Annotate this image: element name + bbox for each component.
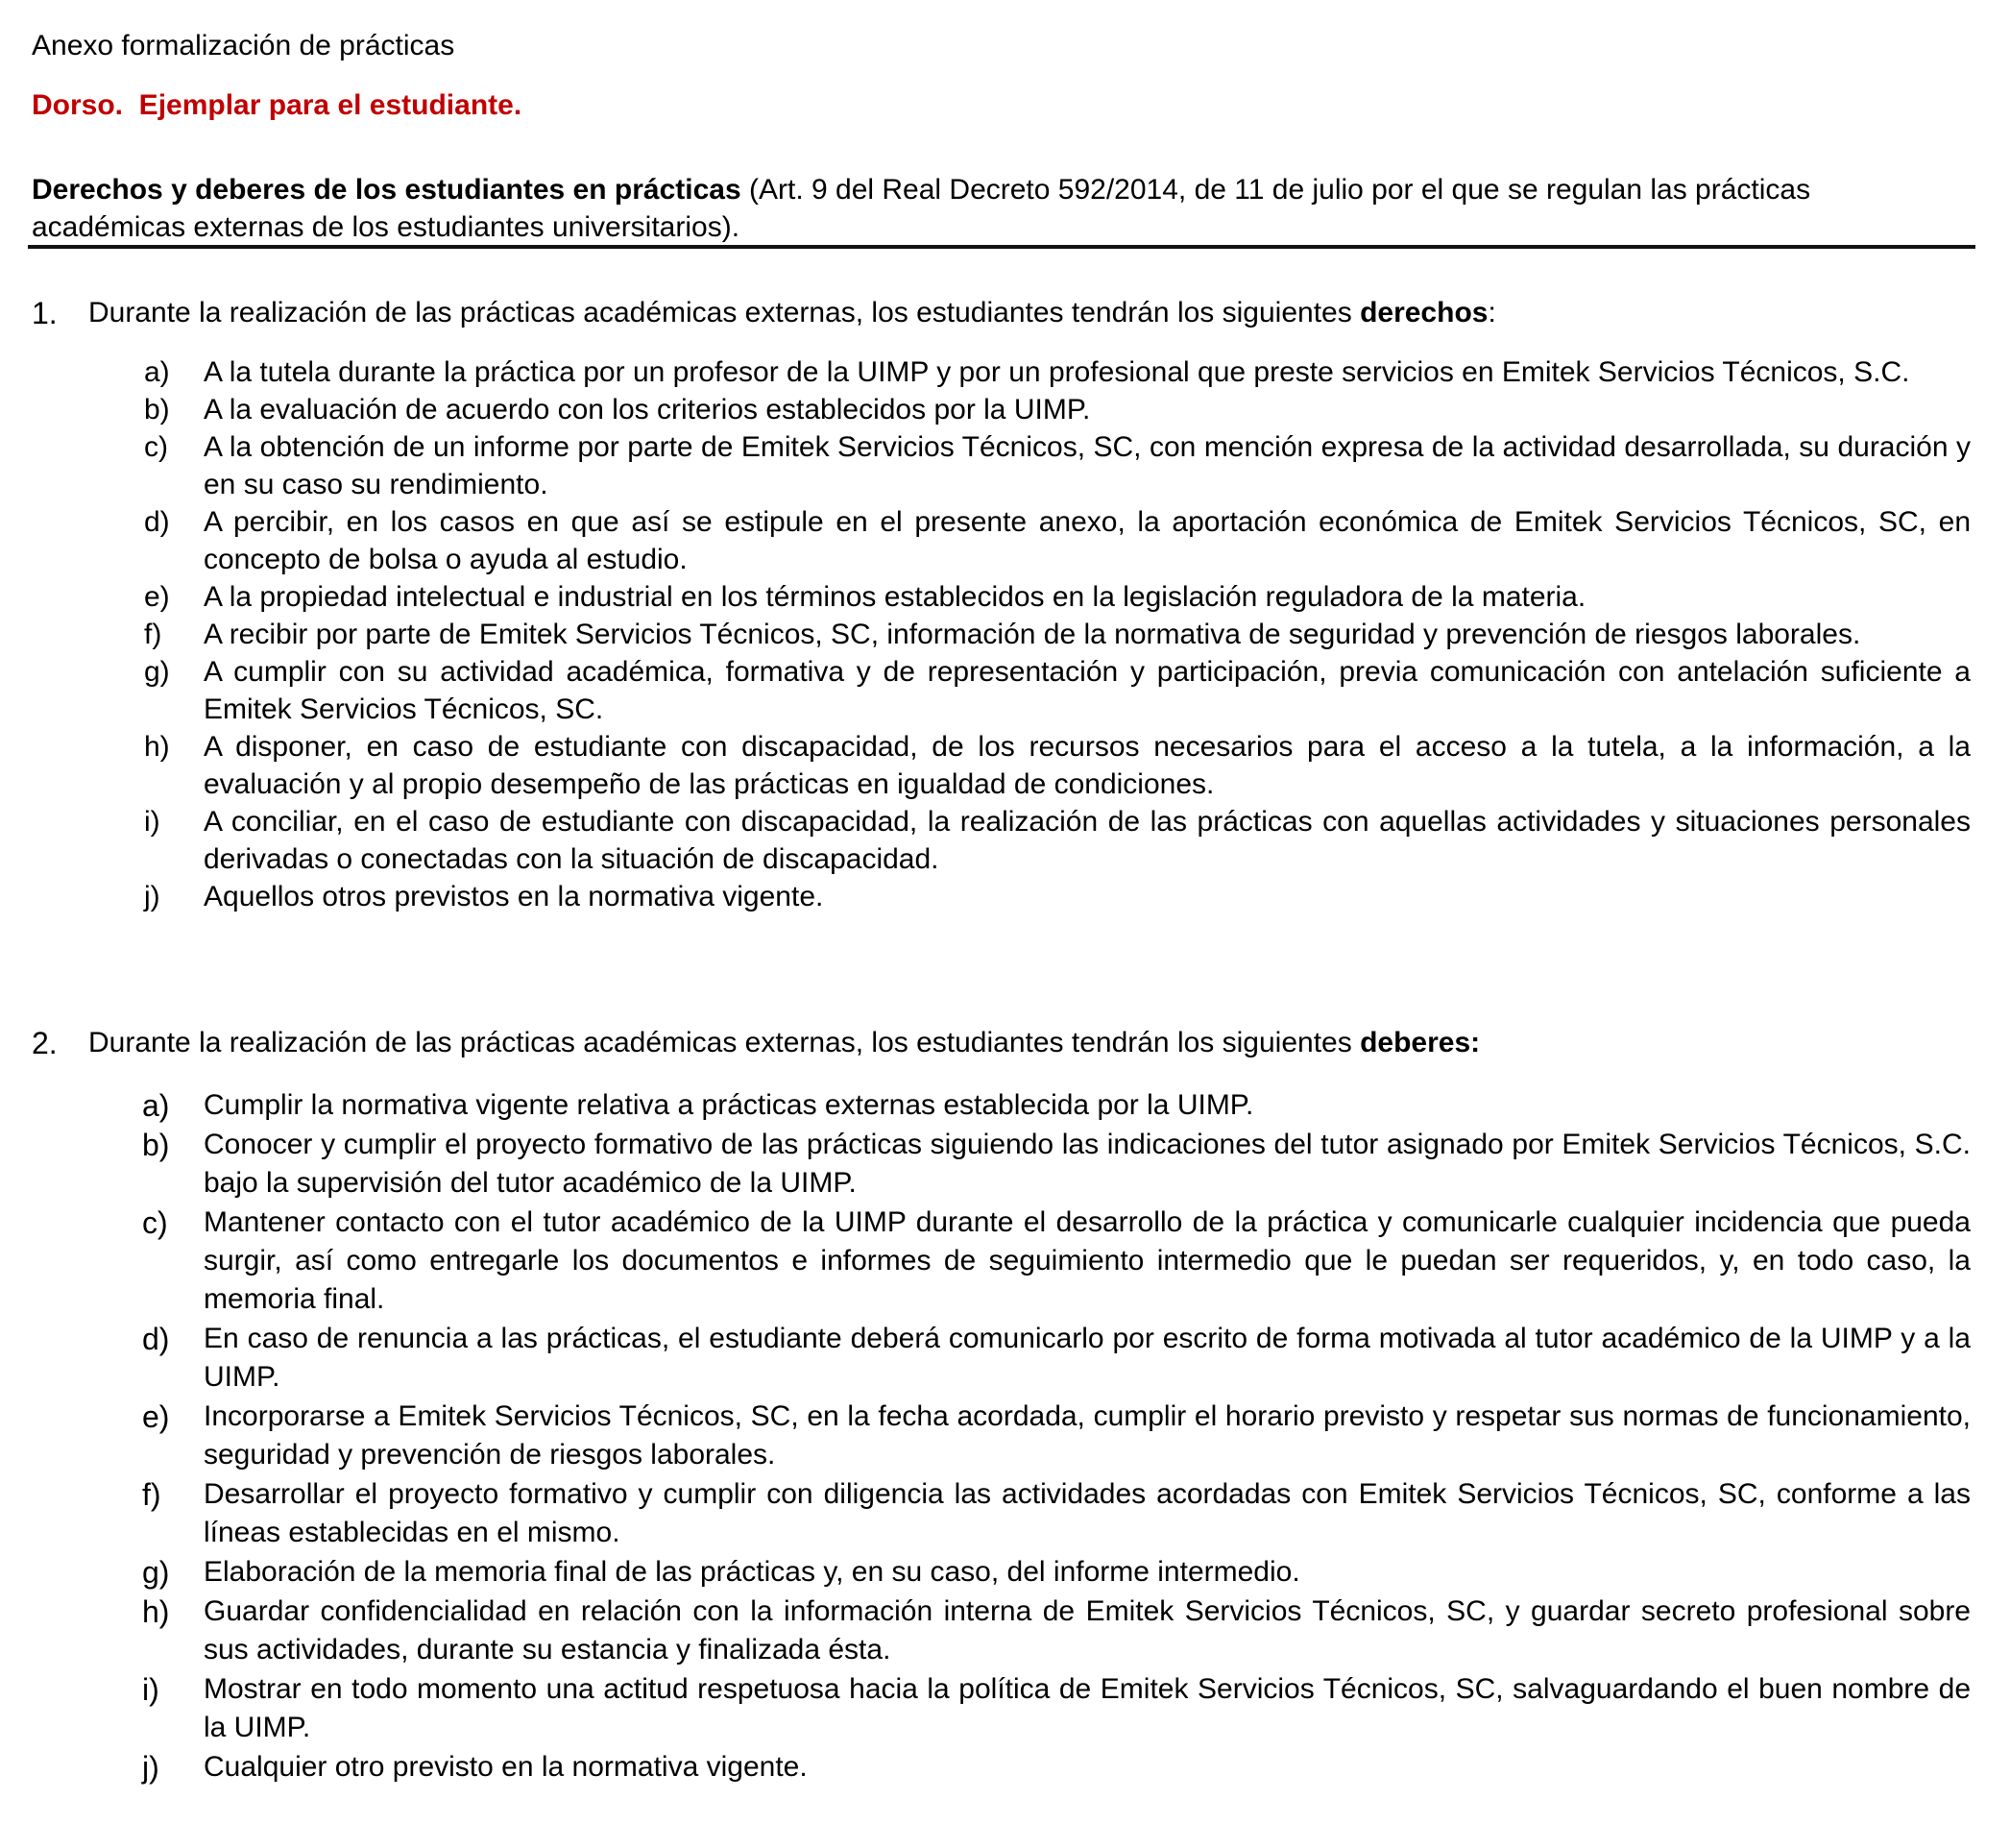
item-text: Mantener contacto con el tutor académico de la UIMP durante el desarrollo de la práctica y comunicarle cualquier incidencia que pueda surgir, así como entregarle los documentos e informes de seguimiento intermedio que le puedan ser requeridos, y, en todo caso, la memoria final. <box>204 1206 1971 1315</box>
list-item <box>0 1553 2010 1592</box>
item-marker: j) <box>144 881 160 912</box>
item-marker: h) <box>142 1594 170 1629</box>
item-text: Desarrollar el proyecto formativo y cumplir con diligencia las actividades acordadas con Emitek Servicios Técnicos, SC, conforme a las líneas establecidas en el mismo. <box>204 1478 1971 1548</box>
item-text: Cualquier otro previsto en la normativa vigente. <box>204 1751 808 1783</box>
item-text: A percibir, en los casos en que así se estipule en el presente anexo, la aportación económica de Emitek Servicios Técnicos, SC, en concepto de bolsa o ayuda al estudio. <box>204 506 1971 575</box>
item-text: A cumplir con su actividad académica, formativa y de representación y participación, previa comunicación con antelación suficiente a Emitek Servicios Técnicos, SC. <box>204 656 1971 725</box>
item-marker: c) <box>142 1205 168 1240</box>
item-marker: j) <box>142 1750 159 1785</box>
item-marker: d) <box>142 1322 170 1356</box>
item-marker: i) <box>144 806 160 838</box>
item-marker: b) <box>144 394 170 426</box>
item-text: A la obtención de un informe por parte de Emitek Servicios Técnicos, SC, con mención expresa de la actividad desarrollada, su duración y en su caso su rendimiento. <box>204 431 1971 500</box>
list-item <box>0 1086 2010 1125</box>
duties-list <box>0 1086 2010 1787</box>
section-intro <box>0 1024 2010 1062</box>
item-marker: h) <box>144 731 170 763</box>
heading-reference: (Art. 9 del Real Decreto 592/2014, de 11 de julio por el que se regulan las prácticas académicas externas de los estudiantes universitarios). <box>32 174 1811 243</box>
item-text: A disponer, en caso de estudiante con discapacidad, de los recursos necesarios para el acceso a la tutela, a la información, a la evaluación y al propio desempeño de las prácticas en igualdad de condiciones. <box>204 731 1971 800</box>
list-item <box>0 391 2010 428</box>
item-marker: e) <box>142 1399 170 1434</box>
intro-text: Durante la realización de las prácticas académicas externas, los estudiantes tendrán los siguientes <box>88 1027 1361 1058</box>
item-marker: g) <box>142 1555 170 1590</box>
section-intro <box>0 294 2010 332</box>
list-item <box>0 653 2010 728</box>
item-text: A la propiedad intelectual e industrial en los términos establecidos en la legislación reguladora de la materia. <box>204 581 1586 613</box>
heading-divider <box>28 245 1975 249</box>
intro-text: Durante la realización de las prácticas académicas externas, los estudiantes tendrán los siguientes <box>88 297 1361 328</box>
item-marker: e) <box>144 581 170 613</box>
item-text: Incorporarse a Emitek Servicios Técnicos, SC, en la fecha acordada, cumplir el horario previsto y respetar sus normas de funcionamiento, seguridad y prevención de riesgos laborales. <box>204 1400 1971 1471</box>
item-marker: a) <box>142 1088 170 1123</box>
item-marker: c) <box>144 431 168 463</box>
item-marker: d) <box>144 506 170 538</box>
list-item <box>0 1670 2010 1747</box>
section-number: 1. <box>32 296 58 330</box>
section-heading <box>32 171 1972 246</box>
item-marker: a) <box>144 356 170 388</box>
document-subtitle: Dorso. Ejemplar para el estudiante. <box>32 89 522 121</box>
intro-keyword: derechos <box>1360 297 1489 328</box>
item-text: Cumplir la normativa vigente relativa a prácticas externas establecida por la UIMP. <box>204 1089 1254 1121</box>
rights-list <box>0 353 2010 915</box>
item-text: Elaboración de la memoria final de las prácticas y, en su caso, del informe intermedio. <box>204 1556 1300 1588</box>
item-text: A la evaluación de acuerdo con los criterios establecidos por la UIMP. <box>204 394 1091 426</box>
item-marker: f) <box>144 619 162 650</box>
list-item <box>0 1593 2010 1669</box>
intro-keyword: deberes: <box>1360 1027 1481 1058</box>
item-text: Aquellos otros previstos en la normativa vigente. <box>204 881 824 912</box>
item-text: A la tutela durante la práctica por un profesor de la UIMP y por un profesional que preste servicios en Emitek Servicios Técnicos, S.C. <box>204 356 1910 388</box>
section-number: 2. <box>32 1026 58 1060</box>
list-item <box>0 1204 2010 1319</box>
item-text: A conciliar, en el caso de estudiante con discapacidad, la realización de las prácticas con aquellas actividades y situaciones personales derivadas o conectadas con la situación de discapacidad. <box>204 806 1971 875</box>
heading-bold: Derechos y deberes de los estudiantes en prácticas <box>32 174 741 206</box>
list-item <box>0 1398 2010 1474</box>
list-item <box>0 428 2010 503</box>
list-item <box>0 503 2010 578</box>
list-item <box>0 578 2010 616</box>
intro-tail: : <box>1488 297 1496 328</box>
section-rights <box>0 294 2010 915</box>
item-text: A recibir por parte de Emitek Servicios Técnicos, SC, información de la normativa de seguridad y prevención de riesgos laborales. <box>204 619 1861 650</box>
list-item <box>0 728 2010 803</box>
item-text: En caso de renuncia a las prácticas, el estudiante deberá comunicarlo por escrito de forma motivada al tutor académico de la UIMP y a la UIMP. <box>204 1323 1971 1393</box>
section-duties <box>0 1024 2010 1787</box>
list-item <box>0 1320 2010 1397</box>
item-text: Conocer y cumplir el proyecto formativo de las prácticas siguiendo las indicaciones del tutor asignado por Emitek Servicios Técnicos, S.C. bajo la supervisión del tutor académico de la UIMP. <box>204 1129 1971 1199</box>
item-marker: f) <box>142 1477 161 1512</box>
item-text: Mostrar en todo momento una actitud respetuosa hacia la política de Emitek Servicios Técnicos, SC, salvaguardando el buen nombre de la UIMP. <box>204 1673 1971 1743</box>
list-item <box>0 1748 2010 1787</box>
list-item <box>0 616 2010 653</box>
list-item <box>0 1126 2010 1203</box>
document-title: Anexo formalización de prácticas <box>32 30 455 61</box>
list-item <box>0 803 2010 878</box>
item-marker: g) <box>144 656 170 688</box>
item-text: Guardar confidencialidad en relación con la información interna de Emitek Servicios Técnicos, SC, y guardar secreto profesional sobre sus actividades, durante su estancia y finalizada ésta. <box>204 1595 1971 1666</box>
item-marker: i) <box>142 1672 159 1707</box>
list-item <box>0 878 2010 915</box>
list-item <box>0 353 2010 391</box>
list-item <box>0 1475 2010 1552</box>
item-marker: b) <box>142 1128 170 1162</box>
